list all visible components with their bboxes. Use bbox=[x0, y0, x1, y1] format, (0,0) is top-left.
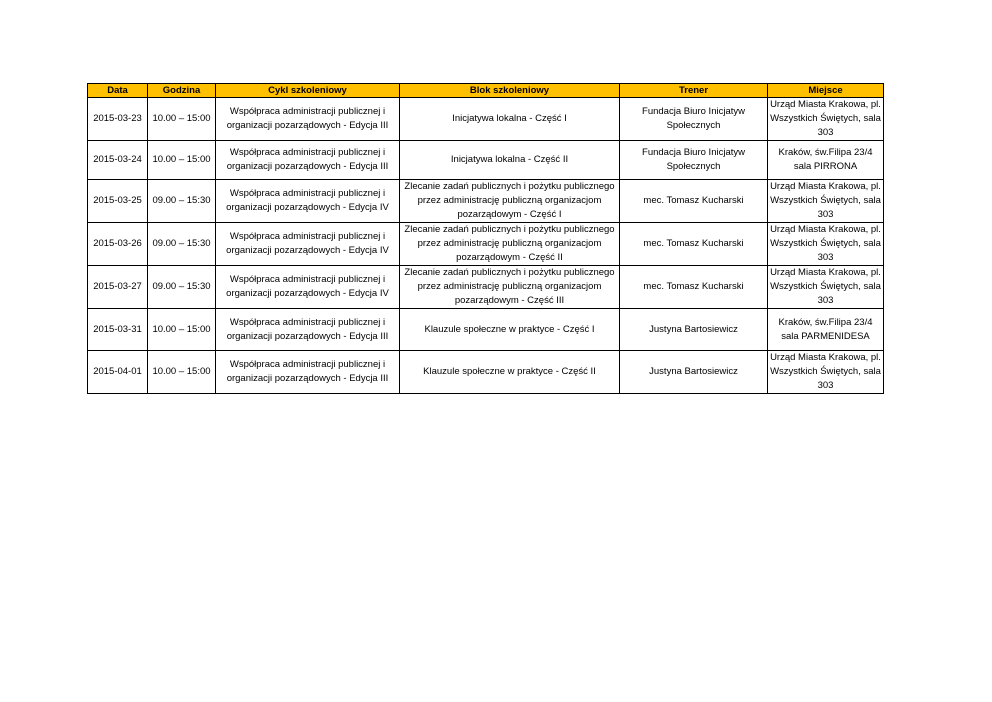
trainer-cell: Justyna Bartosiewicz bbox=[620, 309, 768, 351]
date-cell: 2015-03-24 bbox=[88, 141, 148, 180]
block-cell: Klauzule społeczne w praktyce - Część II bbox=[400, 351, 620, 394]
place-cell: Urząd Miasta Krakowa, pl. Wszystkich Świętych, sala 303 bbox=[768, 351, 884, 394]
place-cell: Urząd Miasta Krakowa, pl. Wszystkich Świętych, sala 303 bbox=[768, 180, 884, 223]
date-cell: 2015-03-23 bbox=[88, 98, 148, 141]
block-cell: Inicjatywa lokalna - Część II bbox=[400, 141, 620, 180]
cycle-cell: Współpraca administracji publicznej i organizacji pozarządowych - Edycja III bbox=[216, 309, 400, 351]
trainer-cell: Fundacja Biuro Inicjatyw Społecznych bbox=[620, 141, 768, 180]
block-cell: Zlecanie zadań publicznych i pożytku publicznego przez administrację publiczną organizacjom pozarządowym - Część III bbox=[400, 266, 620, 309]
place-cell: Kraków, św.Filipa 23/4 sala PIRRONA bbox=[768, 141, 884, 180]
table-row bbox=[88, 98, 884, 141]
time-cell: 10.00 – 15:00 bbox=[148, 351, 216, 394]
block-cell: Klauzule społeczne w praktyce - Część I bbox=[400, 309, 620, 351]
trainer-cell: mec. Tomasz Kucharski bbox=[620, 180, 768, 223]
place-cell: Urząd Miasta Krakowa, pl. Wszystkich Świętych, sala 303 bbox=[768, 98, 884, 141]
table-row bbox=[88, 351, 884, 394]
cycle-cell: Współpraca administracji publicznej i organizacji pozarządowych - Edycja III bbox=[216, 351, 400, 394]
training-schedule-table bbox=[87, 83, 884, 394]
header-cycle: Cykl szkoleniowy bbox=[216, 84, 400, 98]
header-place: Miejsce bbox=[768, 84, 884, 98]
date-cell: 2015-04-01 bbox=[88, 351, 148, 394]
place-cell: Kraków, św.Filipa 23/4 sala PARMENIDESA bbox=[768, 309, 884, 351]
cycle-cell: Współpraca administracji publicznej i organizacji pozarządowych - Edycja III bbox=[216, 141, 400, 180]
time-cell: 10.00 – 15:00 bbox=[148, 309, 216, 351]
trainer-cell: mec. Tomasz Kucharski bbox=[620, 266, 768, 309]
block-cell: Zlecanie zadań publicznych i pożytku publicznego przez administrację publiczną organizacjom pozarządowym - Część I bbox=[400, 180, 620, 223]
place-cell: Urząd Miasta Krakowa, pl. Wszystkich Świętych, sala 303 bbox=[768, 223, 884, 266]
table-row bbox=[88, 180, 884, 223]
trainer-cell: mec. Tomasz Kucharski bbox=[620, 223, 768, 266]
header-row bbox=[88, 84, 884, 98]
time-cell: 09.00 – 15:30 bbox=[148, 266, 216, 309]
table-row bbox=[88, 141, 884, 180]
header-time: Godzina bbox=[148, 84, 216, 98]
cycle-cell: Współpraca administracji publicznej i organizacji pozarządowych - Edycja IV bbox=[216, 223, 400, 266]
table-row bbox=[88, 266, 884, 309]
table-row bbox=[88, 309, 884, 351]
time-cell: 10.00 – 15:00 bbox=[148, 98, 216, 141]
date-cell: 2015-03-27 bbox=[88, 266, 148, 309]
place-cell: Urząd Miasta Krakowa, pl. Wszystkich Świętych, sala 303 bbox=[768, 266, 884, 309]
time-cell: 09.00 – 15:30 bbox=[148, 180, 216, 223]
date-cell: 2015-03-26 bbox=[88, 223, 148, 266]
trainer-cell: Justyna Bartosiewicz bbox=[620, 351, 768, 394]
header-trainer: Trener bbox=[620, 84, 768, 98]
block-cell: Zlecanie zadań publicznych i pożytku publicznego przez administrację publiczną organizacjom pozarządowym - Część II bbox=[400, 223, 620, 266]
cycle-cell: Współpraca administracji publicznej i organizacji pozarządowych - Edycja III bbox=[216, 98, 400, 141]
block-cell: Inicjatywa lokalna - Część I bbox=[400, 98, 620, 141]
time-cell: 10.00 – 15:00 bbox=[148, 141, 216, 180]
date-cell: 2015-03-31 bbox=[88, 309, 148, 351]
header-date: Data bbox=[88, 84, 148, 98]
trainer-cell: Fundacja Biuro Inicjatyw Społecznych bbox=[620, 98, 768, 141]
cycle-cell: Współpraca administracji publicznej i organizacji pozarządowych - Edycja IV bbox=[216, 180, 400, 223]
table-row bbox=[88, 223, 884, 266]
date-cell: 2015-03-25 bbox=[88, 180, 148, 223]
header-block: Blok szkoleniowy bbox=[400, 84, 620, 98]
time-cell: 09.00 – 15:30 bbox=[148, 223, 216, 266]
cycle-cell: Współpraca administracji publicznej i organizacji pozarządowych - Edycja IV bbox=[216, 266, 400, 309]
